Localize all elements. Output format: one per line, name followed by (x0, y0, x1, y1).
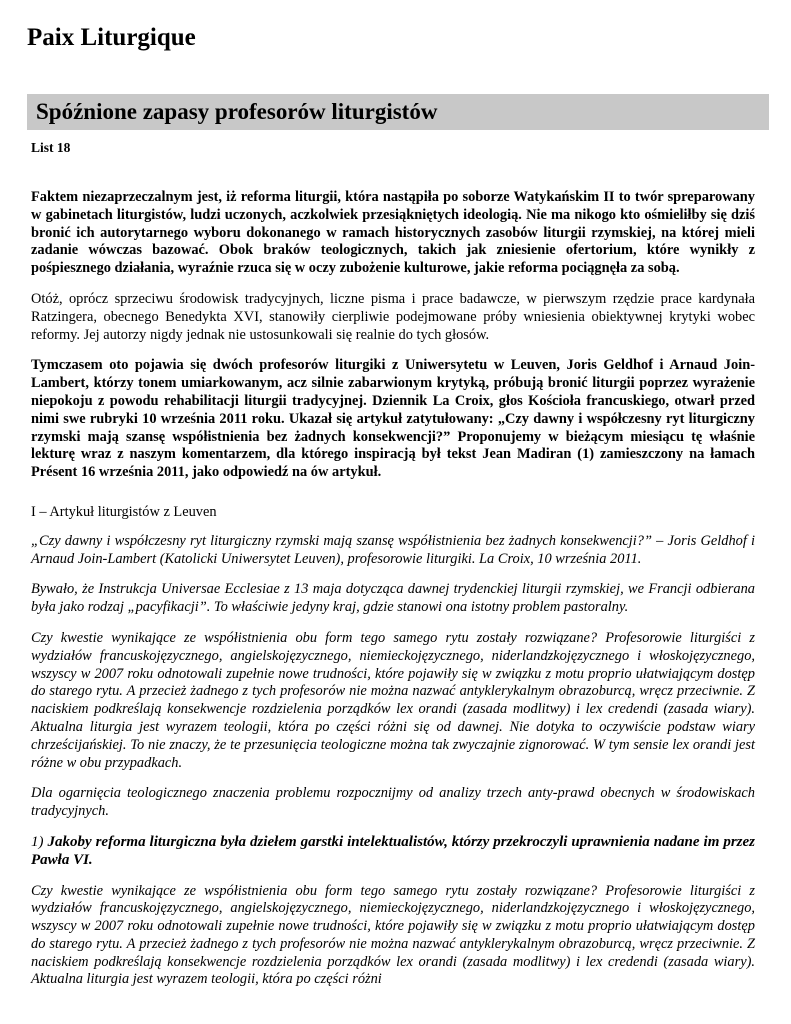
paragraph: Tymczasem oto pojawia się dwóch profesorów liturgiki z Uniwersytetu w Leuven, Joris Geldhof i Arnaud Join-Lambert, którzy tonem umiarkowanym, acz silnie zabarwionym krytyką, próbują bronić liturgii poprzez wyrażenie niepokoju z powodu rehabilitacji liturgii tradycyjnej. Dziennik La Croix, głos Kościoła francuskiego, otwarł przed nimi swe rubryki 10 września 2011 roku. Ukazał się artykuł zatytułowany: „Czy dawny i współczesny ryt liturgiczny rzymski mają szansę współistnienia bez żadnych konsekwencji?” Proponujemy w bieżącym miesiącu tę właśnie lekturę wraz z naszym komentarzem, dla którego inspiracją był tekst Jean Madiran (1) zamieszczony na łamach Présent 16 września 2011, jako odpowiedź na ów artykuł. (31, 357, 755, 481)
list-number: List 18 (31, 140, 71, 155)
article-title: Spóźnione zapasy profesorów liturgistów (36, 99, 438, 124)
quoted-paragraph: Czy kwestie wynikające ze współistnienia obu form tego samego rytu zostały rozwiązane? Profesorowie liturgiści z wydziałów francuskojęzycznego, angielskojęzycznego, niemieckojęzycznego, niderlandzkojęzycznego i włoskojęzycznego, wszyscy w 2007 roku odnotowali zupełnie nowe trudności, które pojawiły się w związku z motu proprio ułatwiającym dostęp do starego rytu. A przecież żadnego z tych profesorów nie można nazwać antyklerykalnym obrazoburcą, wręcz przeciwnie. Z naciskiem podkreślają konsekwencje rozdzielenia porządków lex orandi (zasada modlitwy) i lex credendi (zasada wiary). Aktualna liturgia jest wyrazem teologii, która po części różni się od dawnej. Nie dotyka to oczywiście podstaw wiary chrześcijańskiej. To nie znaczy, że te przesunięcia teologiczne można tak zwyczajnie zignorować. W tym sensie lex orandi jest różne w obu przypadkach. (31, 629, 755, 771)
site-title: Paix Liturgique (27, 24, 196, 51)
intro-paragraph: Faktem niezaprzeczalnym jest, iż reforma liturgii, która nastąpiła po soborze Watykańskim II to twór spreparowany w gabinetach liturgistów, ludzi uczonych, aczkolwiek przesiąkniętych ideologią. Nie ma nikogo kto ośmieliłby się dziś bronić ich autorytarnego wyboru dokonanego w ramach historycznych zasobów liturgii rzymskiej, na której mieli zadanie wówczas bazować. Obok braków teologicznych, takich jak zniesienie ofertorium, które wynikły z pośpiesznego działania, wyraźnie rzuca się w oczy zubożenie kulturowe, jakie reforma pociągnęła za sobą. (31, 189, 755, 277)
section-heading: I – Artykuł liturgistów z Leuven (31, 503, 217, 520)
quoted-paragraph: Czy kwestie wynikające ze współistnienia obu form tego samego rytu zostały rozwiązane? Profesorowie liturgiści z wydziałów francuskojęzycznego, angielskojęzycznego, niemieckojęzycznego, niderlandzkojęzycznego i włoskojęzycznego, wszyscy w 2007 roku odnotowali zupełnie nowe trudności, które pojawiły się w związku z motu proprio ułatwiającym dostęp do starego rytu. A przecież żadnego z tych profesorów nie można nazwać antyklerykalnym obrazoburcą, wręcz przeciwnie. Z naciskiem podkreślają konsekwencje rozdzielenia porządków lex orandi (zasada modlitwy) i lex credendi (zasada wiary). Aktualna liturgia jest wyrazem teologii, która po części różni (31, 882, 755, 988)
paragraph: Otóż, oprócz sprzeciwu środowisk tradycyjnych, liczne pisma i prace badawcze, w pierwszym rzędzie prace kardynała Ratzingera, obecnego Benedykta XVI, stanowiły cierpliwie podejmowane próby wniesienia obiektywnej krytyki wobec reformy. Jej autorzy nigdy jednak nie ustosunkowali się realnie do tych głosów. (31, 290, 755, 343)
quoted-paragraph: Dla ogarnięcia teologicznego znaczenia problemu rozpocznijmy od analizy trzech anty-prawd obecnych w środowiskach tradycyjnych. (31, 785, 755, 820)
point-number: 1) (31, 833, 44, 850)
article-body (31, 189, 755, 1002)
point-heading-text: Jakoby reforma liturgiczna była dziełem garstki intelektualistów, którzy przekroczyli uprawnienia nadane im przez Pawła VI. (31, 833, 755, 868)
article-title-banner (27, 94, 769, 130)
quoted-title: „Czy dawny i współczesny ryt liturgiczny rzymski mają szansę współistnienia bez żadnych konsekwencji?” – Joris Geldhof i Arnaud Join-Lambert (Katolicki Uniwersytet Leuven), profesorowie liturgiki. La Croix, 10 września 2011. (31, 532, 755, 567)
quoted-paragraph: Bywało, że Instrukcja Universae Ecclesiae z 13 maja dotycząca dawnej trydenckiej liturgii rzymskiej, we Francji odbierana była jako rodzaj „pacyfikacji”. To właściwie jedyny kraj, gdzie stanowi ona istotny problem pastoralny. (31, 581, 755, 616)
point-heading (31, 834, 755, 870)
